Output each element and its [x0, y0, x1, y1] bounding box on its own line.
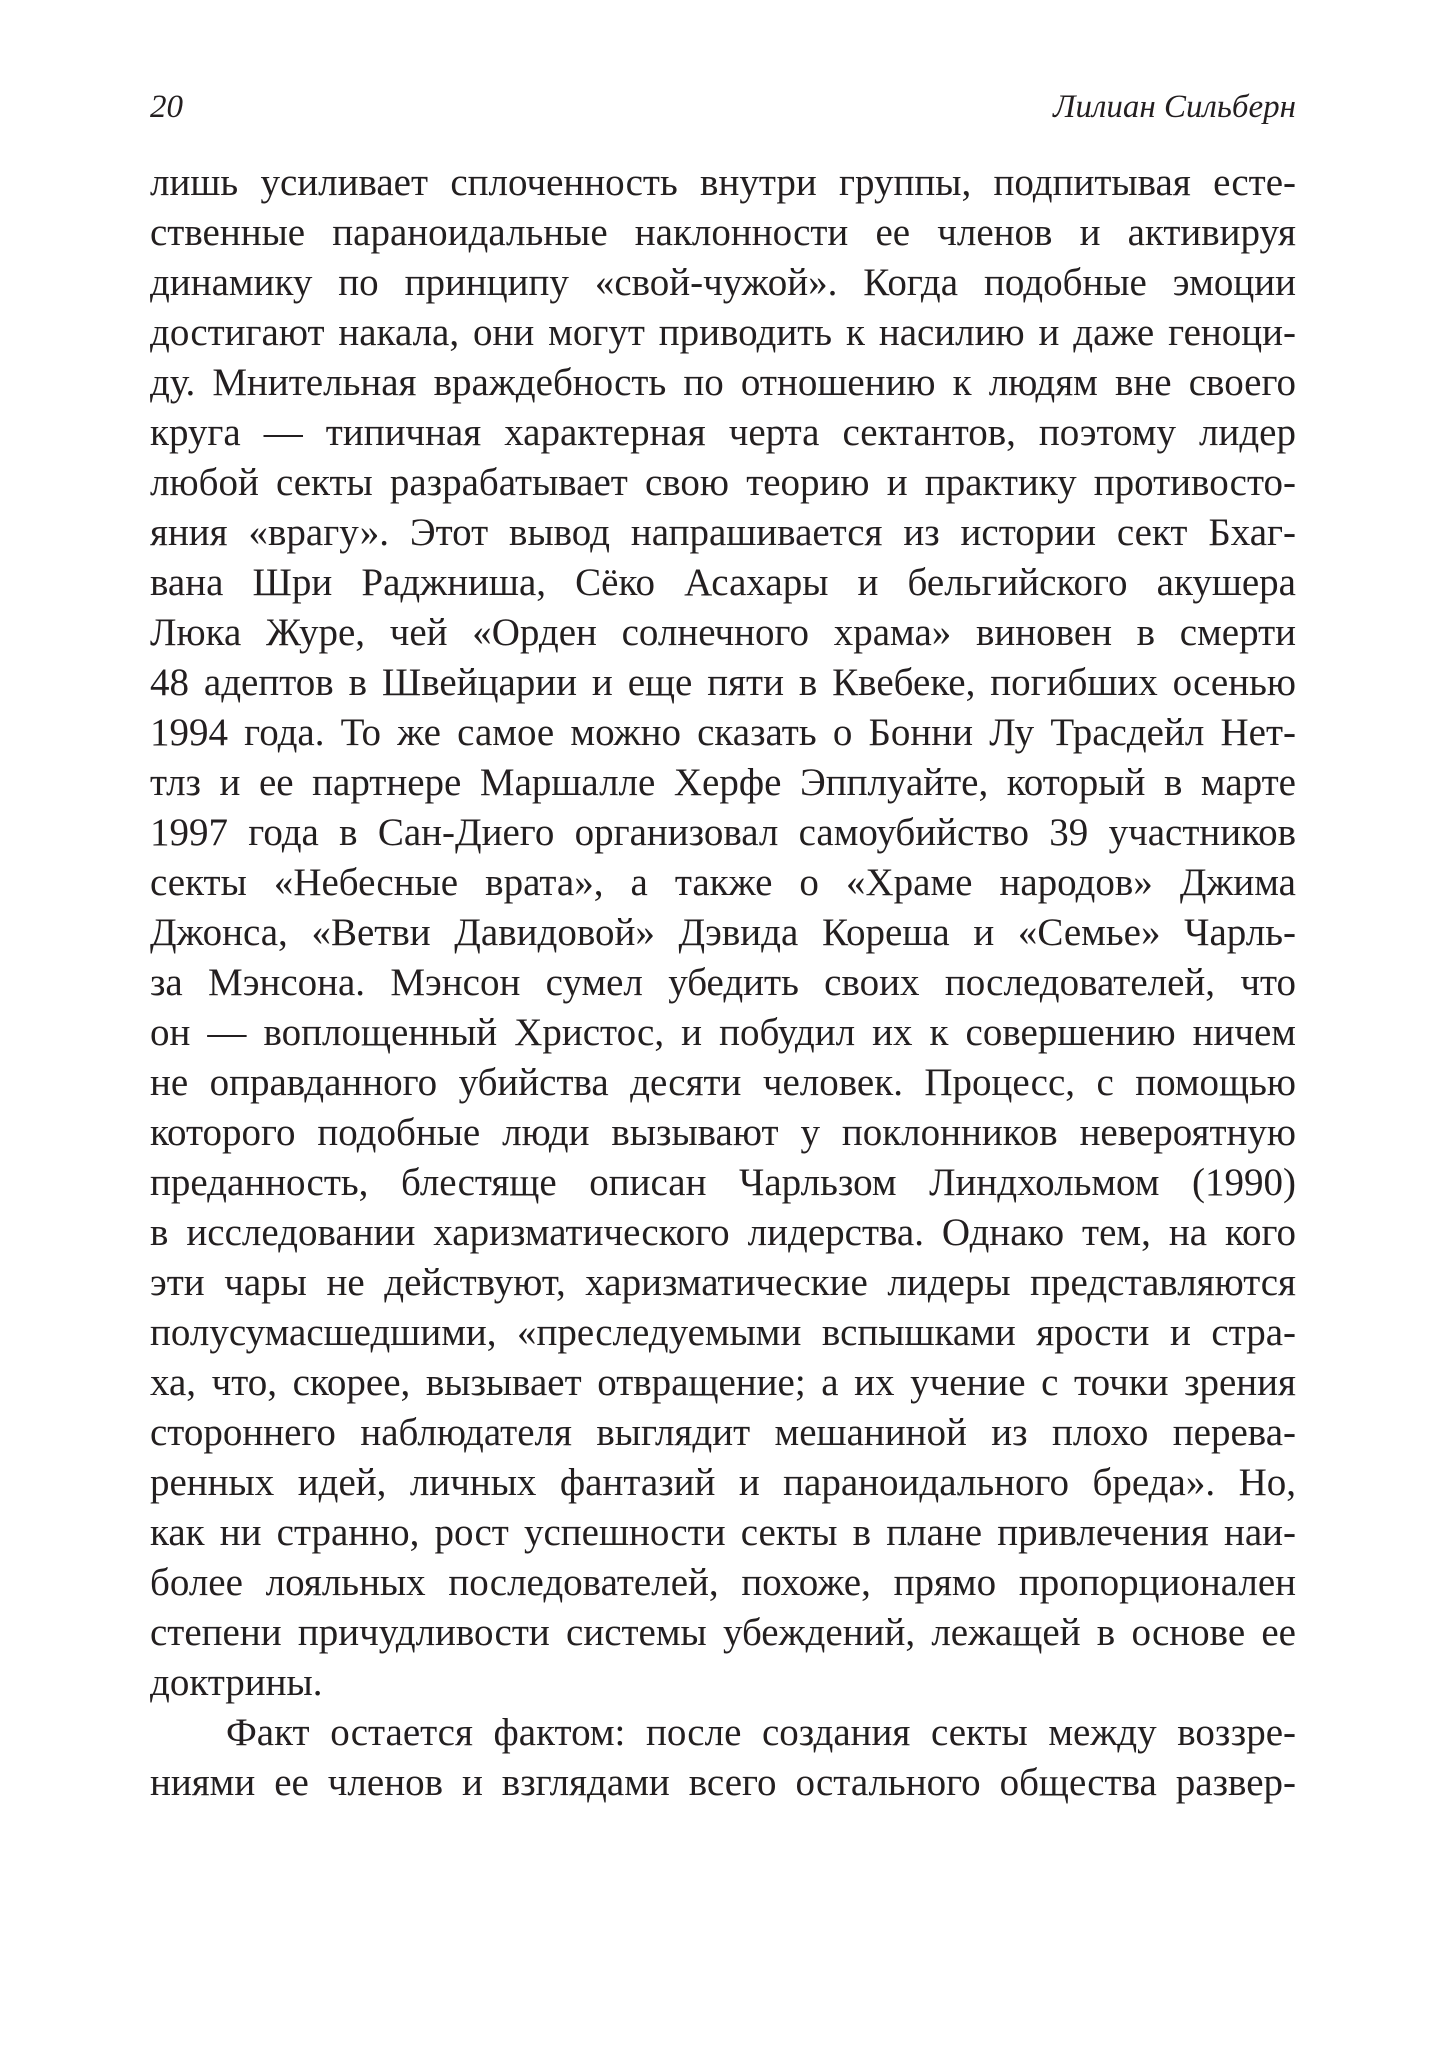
paragraph-last-line: доктрины. — [150, 1661, 323, 1704]
running-header — [150, 82, 1296, 132]
text-line: секты «Небесные врата», а также о «Храме народов» Джима — [150, 861, 1296, 904]
text-line: динамику по принципу «свой-чужой». Когда подобные эмоции — [150, 261, 1296, 304]
page-number: 20 — [150, 89, 183, 125]
text-line: ренных идей, личных фантазий и параноидального бреда». Но, — [150, 1461, 1296, 1504]
text-line: стороннего наблюдателя выглядит мешаниной из плохо перева- — [150, 1411, 1296, 1454]
text-line: он — воплощенный Христос, и побудил их к совершению ничем — [150, 1011, 1296, 1054]
text-line: степени причудливости системы убеждений, лежащей в основе ее — [150, 1611, 1296, 1654]
text-line: Джонса, «Ветви Давидовой» Дэвида Кореша и «Семье» Чарль- — [150, 911, 1296, 954]
text-line: Люка Журе, чей «Орден солнечного храма» виновен в смерти — [150, 611, 1296, 654]
text-line: вана Шри Раджниша, Сёко Асахары и бельгийского акушера — [150, 561, 1296, 604]
text-line: более лояльных последователей, похоже, прямо пропорционален — [150, 1561, 1296, 1604]
text-line: 1994 года. То же самое можно сказать о Бонни Лу Трасдейл Нет- — [150, 711, 1296, 754]
text-line: круга — типичная характерная черта сектантов, поэтому лидер — [150, 411, 1296, 454]
text-line: в исследовании харизматического лидерства. Однако тем, на кого — [150, 1211, 1296, 1254]
text-line: за Мэнсона. Мэнсон сумел убедить своих последователей, что — [150, 961, 1296, 1004]
text-line: полусумасшедшими, «преследуемыми вспышками ярости и стра- — [150, 1311, 1296, 1354]
text-line: 1997 года в Сан-Диего организовал самоубийство 39 участников — [150, 811, 1296, 854]
text-line: тлз и ее партнере Маршалле Херфе Эпплуайте, который в марте — [150, 761, 1296, 804]
text-line: любой секты разрабатывает свою теорию и практику противосто- — [150, 461, 1296, 504]
text-line: преданность, блестяще описан Чарльзом Линдхольмом (1990) — [150, 1161, 1296, 1204]
text-line: ду. Мнительная враждебность по отношению к людям вне своего — [150, 361, 1296, 404]
text-line: ственные параноидальные наклонности ее членов и активируя — [150, 211, 1296, 254]
text-line: 48 адептов в Швейцарии и еще пяти в Квебеке, погибших осенью — [150, 661, 1296, 704]
text-line: как ни странно, рост успешности секты в плане привлечения наи- — [150, 1511, 1296, 1554]
text-line: эти чары не действуют, харизматические лидеры представляются — [150, 1261, 1296, 1304]
text-line: яния «врагу». Этот вывод напрашивается из истории сект Бхаг- — [150, 511, 1296, 554]
text-line: ха, что, скорее, вызывает отвращение; а их учение с точки зрения — [150, 1361, 1296, 1404]
text-line: достигают накала, они могут приводить к насилию и даже геноци- — [150, 311, 1296, 354]
text-line: не оправданного убийства десяти человек. Процесс, с помощью — [150, 1061, 1296, 1104]
body-text — [150, 158, 1296, 1808]
running-title: Лилиан Сильберн — [1053, 89, 1296, 125]
text-line: лишь усиливает сплоченность внутри группы, подпитывая есте- — [150, 161, 1296, 204]
paragraph-first-line: Факт остается фактом: после создания секты между воззре- — [226, 1711, 1296, 1754]
text-line: которого подобные люди вызывают у поклонников невероятную — [150, 1111, 1296, 1154]
text-line: ниями ее членов и взглядами всего остального общества развер- — [150, 1761, 1296, 1804]
